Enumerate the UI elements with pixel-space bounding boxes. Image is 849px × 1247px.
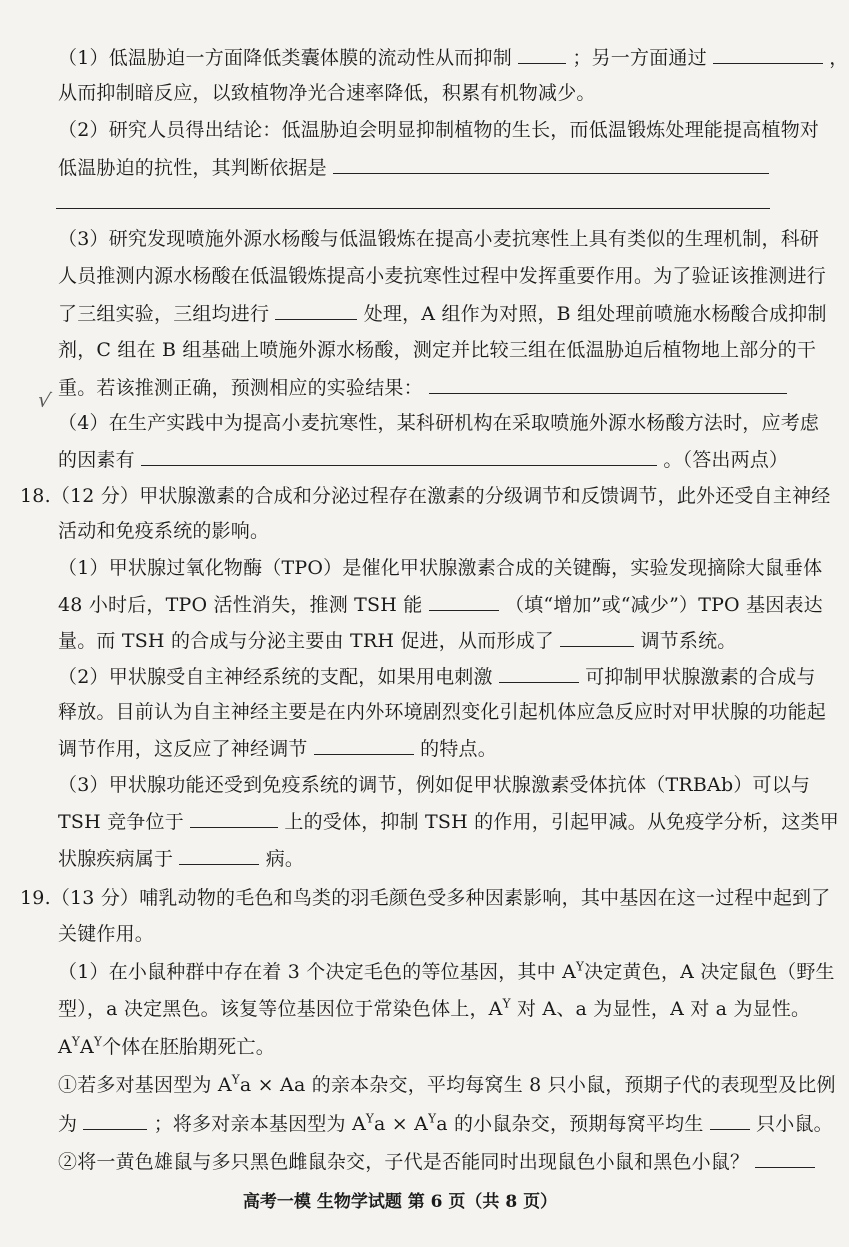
superscript: Y bbox=[71, 1034, 81, 1049]
answer-blank[interactable] bbox=[429, 374, 787, 394]
superscript: Y bbox=[502, 996, 511, 1011]
q18-stem-line1: 18.（12 分）甲状腺激素的合成和分泌过程存在激素的分级调节和反馈调节，此外还受自主神经 bbox=[20, 485, 831, 507]
answer-blank[interactable] bbox=[83, 1110, 147, 1130]
q18-stem-line2: 活动和免疫系统的影响。 bbox=[58, 520, 270, 542]
answer-blank[interactable] bbox=[755, 1148, 815, 1168]
q17-part4-line2 bbox=[58, 446, 788, 473]
text: 决定黄色，A 决定鼠色（野生 bbox=[584, 961, 835, 983]
q17-part2-line2 bbox=[58, 154, 769, 181]
text: 只小鼠。 bbox=[756, 1113, 833, 1135]
superscript: Y bbox=[428, 1111, 437, 1126]
superscript: Y bbox=[576, 959, 585, 974]
text: 对 A、a 为显性，A 对 a 为显性。 bbox=[510, 998, 811, 1020]
text: a × A bbox=[374, 1113, 429, 1135]
text: 。（答出两点） bbox=[663, 449, 789, 471]
q17-part3-line2: 人员推测内源水杨酸在低温锻炼提高小麦抗寒性过程中发挥重要作用。为了验证该推测进行 bbox=[58, 265, 827, 287]
q17-part3-line1: （3）研究发现喷施外源水杨酸与低温锻炼在提高小麦抗寒性上具有类似的生理机制，科研 bbox=[58, 228, 820, 250]
text: （填“增加”或“减少”）TPO 基因表达 bbox=[504, 594, 823, 616]
answer-blank[interactable] bbox=[190, 808, 278, 828]
q19-part1-line1 bbox=[58, 959, 835, 985]
q19-part1-line2 bbox=[58, 996, 810, 1022]
answer-blank[interactable] bbox=[499, 663, 579, 683]
q18-part2-line3 bbox=[58, 735, 497, 762]
q17-part3-line3 bbox=[58, 300, 827, 327]
answer-blank[interactable] bbox=[560, 627, 634, 647]
text: 个体在胚胎期死亡。 bbox=[102, 1036, 275, 1058]
text: ；将多对亲本基因型为 A bbox=[153, 1113, 366, 1135]
answer-blank[interactable] bbox=[710, 1110, 750, 1130]
text: 处理，A 组作为对照，B 组处理前喷施水杨酸合成抑制 bbox=[363, 303, 827, 325]
superscript: Y bbox=[93, 1034, 103, 1049]
page-footer: 高考一模 生物学试题 第 6 页（共 8 页） bbox=[242, 1192, 558, 1212]
text: 可抑制甲状腺激素的合成与 bbox=[585, 666, 816, 688]
answer-blank[interactable] bbox=[518, 44, 566, 64]
text: 为 bbox=[58, 1113, 78, 1135]
text: TSH 竞争位于 bbox=[58, 811, 184, 833]
text: 病。 bbox=[265, 848, 305, 870]
text: ， bbox=[829, 47, 849, 69]
q17-part1-line1 bbox=[58, 44, 849, 71]
answer-blank[interactable] bbox=[179, 845, 259, 865]
answer-line[interactable] bbox=[56, 208, 770, 209]
text: 了三组实验，三组均进行 bbox=[58, 303, 270, 325]
q18-part1-line1: （1）甲状腺过氧化物酶（TPO）是催化甲状腺激素合成的关键酶，实验发现摘除大鼠垂体 bbox=[58, 557, 823, 579]
text: 量。而 TSH 的合成与分泌主要由 TRH 促进，从而形成了 bbox=[58, 630, 554, 652]
q19-part1-sub1-line2 bbox=[58, 1110, 833, 1137]
text: ；另一方面通过 bbox=[572, 47, 707, 69]
text: 的特点。 bbox=[420, 738, 497, 760]
answer-blank[interactable] bbox=[141, 446, 657, 466]
q19-stem-line2: 关键作用。 bbox=[58, 923, 155, 945]
q18-part3-line1: （3）甲状腺功能还受到免疫系统的调节，例如促甲状腺激素受体抗体（TRBAb）可以与 bbox=[58, 774, 811, 796]
q18-part1-line3 bbox=[58, 627, 736, 654]
text: 上的受体，抑制 TSH 的作用，引起甲减。从免疫学分析，这类甲 bbox=[284, 811, 839, 833]
text: 48 小时后，TPO 活性消失，推测 TSH 能 bbox=[58, 594, 423, 616]
answer-blank[interactable] bbox=[713, 44, 823, 64]
answer-blank[interactable] bbox=[333, 154, 769, 174]
text: A bbox=[58, 1036, 72, 1058]
check-mark: √ bbox=[36, 387, 53, 413]
q18-part3-line3 bbox=[58, 845, 304, 872]
q19-stem-line1: 19.（13 分）哺乳动物的毛色和鸟类的羽毛颜色受多种因素影响，其中基因在这一过程中起到了 bbox=[20, 887, 831, 909]
text: ①若多对基因型为 A bbox=[58, 1074, 232, 1096]
text: a 的小鼠杂交，预期每窝平均生 bbox=[436, 1113, 704, 1135]
text: 型），a 决定黑色。该复等位基因位于常染色体上，A bbox=[58, 998, 503, 1020]
answer-blank[interactable] bbox=[275, 300, 357, 320]
text: （1）低温胁迫一方面降低类囊体膜的流动性从而抑制 bbox=[58, 47, 512, 69]
text: 低温胁迫的抗性，其判断依据是 bbox=[58, 157, 327, 179]
q17-part2-line1: （2）研究人员得出结论：低温胁迫会明显抑制植物的生长，而低温锻炼处理能提高植物对 bbox=[58, 119, 820, 141]
text: 的因素有 bbox=[58, 449, 135, 471]
q18-part1-line2 bbox=[58, 591, 823, 618]
q19-part1-line3 bbox=[58, 1034, 275, 1060]
text: 重。若该推测正确，预测相应的实验结果： bbox=[58, 377, 423, 399]
q17-part1-line2: 从而抑制暗反应，以致植物净光合速率降低，积累有机物减少。 bbox=[58, 82, 596, 104]
q18-part2-line1 bbox=[58, 663, 816, 690]
q18-part2-line2: 释放。目前认为自主神经主要是在内外环境剧烈变化引起机体应急反应时对甲状腺的功能起 bbox=[58, 701, 827, 723]
q17-part3-line4: 剂，C 组在 B 组基础上喷施外源水杨酸，测定并比较三组在低温胁迫后植物地上部分的干 bbox=[58, 339, 817, 361]
text: （2）甲状腺受自主神经系统的支配，如果用电刺激 bbox=[58, 666, 493, 688]
text: ②将一黄色雄鼠与多只黑色雌鼠杂交，子代是否能同时出现鼠色小鼠和黑色小鼠？ bbox=[58, 1151, 750, 1173]
superscript: Y bbox=[365, 1111, 374, 1126]
text: 调节作用，这反应了神经调节 bbox=[58, 738, 308, 760]
text: a × Aa 的亲本杂交，平均每窝生 8 只小鼠，预期子代的表现型及比例 bbox=[239, 1074, 836, 1096]
text: 状腺疾病属于 bbox=[58, 848, 174, 870]
q19-part1-sub2-line1 bbox=[58, 1148, 815, 1175]
answer-blank[interactable] bbox=[429, 591, 499, 611]
answer-blank[interactable] bbox=[314, 735, 414, 755]
q18-part3-line2 bbox=[58, 808, 839, 835]
text: （1）在小鼠种群中存在着 3 个决定毛色的等位基因，其中 A bbox=[58, 961, 577, 983]
text: A bbox=[80, 1036, 94, 1058]
superscript: Y bbox=[231, 1072, 240, 1087]
q17-part4-line1: （4）在生产实践中为提高小麦抗寒性，某科研机构在采取喷施外源水杨酸方法时，应考虑 bbox=[58, 412, 820, 434]
q19-part1-sub1-line1 bbox=[58, 1072, 836, 1098]
q17-part3-line5 bbox=[58, 374, 787, 401]
text: 调节系统。 bbox=[640, 630, 737, 652]
